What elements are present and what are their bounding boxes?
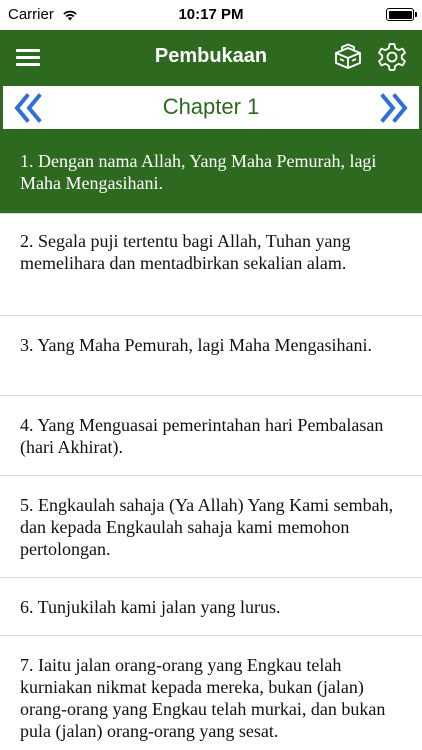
status-bar	[0, 0, 422, 30]
verse-item[interactable]: 6. Tunjukilah kami jalan yang lurus.	[0, 578, 422, 636]
book-button[interactable]	[332, 41, 364, 73]
verse-item-selected[interactable]: 1. Dengan nama Allah, Yang Maha Pemurah, lagi Maha Mengasihani.	[0, 132, 422, 214]
double-chevron-right-icon	[377, 92, 411, 124]
next-chapter-button[interactable]	[377, 92, 411, 124]
chapter-bar	[0, 86, 422, 132]
nav-bar	[0, 30, 422, 86]
book-icon	[332, 41, 364, 73]
verse-item[interactable]: 3. Yang Maha Pemurah, lagi Maha Mengasihani.	[0, 316, 422, 396]
chapter-title: Chapter 1	[162, 94, 260, 119]
verse-item[interactable]: 4. Yang Menguasai pemerintahan hari Pembalasan (hari Akhirat).	[0, 396, 422, 476]
battery-fill	[389, 11, 412, 19]
verse-item[interactable]: 5. Engkaulah sahaja (Ya Allah) Yang Kami sembah, dan kepada Engkaulah sahaja kami memohon pertolongan.	[0, 476, 422, 578]
verse-item[interactable]: 7. Iaitu jalan orang-orang yang Engkau telah kurniakan nikmat kepada mereka, bukan (jalan) orang-orang yang Engkau telah murkai, dan bukan pula (jalan) orang-orang yang sesat.	[0, 636, 422, 750]
settings-button[interactable]	[376, 41, 408, 73]
status-time: 10:17 PM	[178, 6, 244, 23]
verse-item[interactable]: 2. Segala puji tertentu bagi Allah, Tuhan yang memelihara dan mentadbirkan sekalian alam.	[0, 214, 422, 316]
carrier-label: Carrier	[8, 6, 54, 23]
gear-icon	[376, 41, 408, 73]
battery-icon	[386, 8, 414, 21]
page-title: Pembukaan	[154, 45, 268, 67]
verse-list[interactable]	[0, 132, 422, 750]
